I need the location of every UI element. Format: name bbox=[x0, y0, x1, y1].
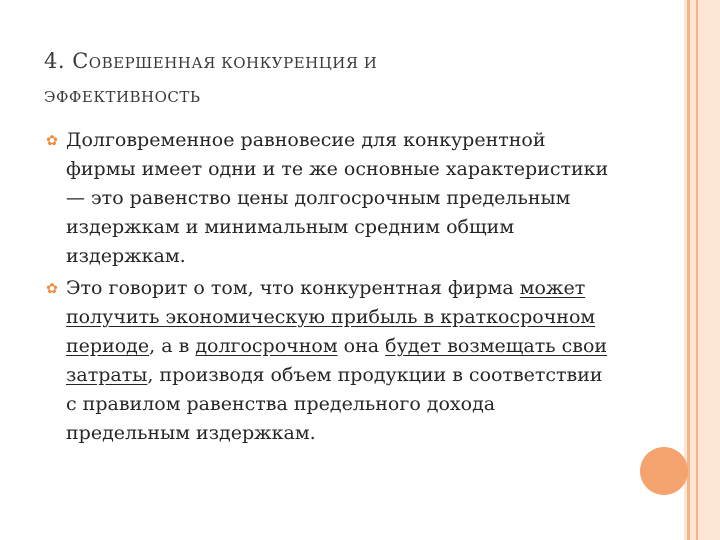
bullet-text-part: , производя объем продукции в соответствии с правилом равенства предельного дохода предельным издержкам. bbox=[66, 364, 603, 444]
bullet-text: Долговременное равновесие для конкурентной фирмы имеет одни и те же основные характеристики — это равенство цены долгосрочным предельным издержкам и минимальным средним общим издержкам. bbox=[66, 129, 609, 267]
decorative-circle bbox=[640, 447, 688, 495]
bullet-list bbox=[44, 126, 614, 451]
bullet-text-part: она bbox=[337, 335, 386, 357]
side-decoration-line bbox=[696, 0, 698, 540]
side-decoration-line bbox=[687, 0, 690, 540]
bullet-item bbox=[44, 126, 614, 271]
underlined-phrase: может получить экономическую прибыль в краткосрочном периоде bbox=[66, 277, 596, 357]
title-line-1: 4. СОВЕРШЕННАЯ КОНКУРЕНЦИЯ И bbox=[44, 49, 378, 73]
slide-title bbox=[44, 44, 644, 114]
bullet-text-part: Это говорит о том, что конкурентная фирма bbox=[66, 277, 520, 299]
underlined-phrase: долгосрочном bbox=[195, 335, 338, 357]
bullet-item bbox=[44, 274, 614, 448]
flower-bullet-icon: ✿ bbox=[46, 133, 58, 149]
underlined-phrase: будет возмещать свои затраты bbox=[66, 335, 608, 386]
title-line-2: ЭФФЕКТИВНОСТЬ bbox=[44, 88, 201, 106]
bullet-text-part: , а в bbox=[149, 335, 196, 357]
flower-bullet-icon: ✿ bbox=[46, 281, 58, 297]
